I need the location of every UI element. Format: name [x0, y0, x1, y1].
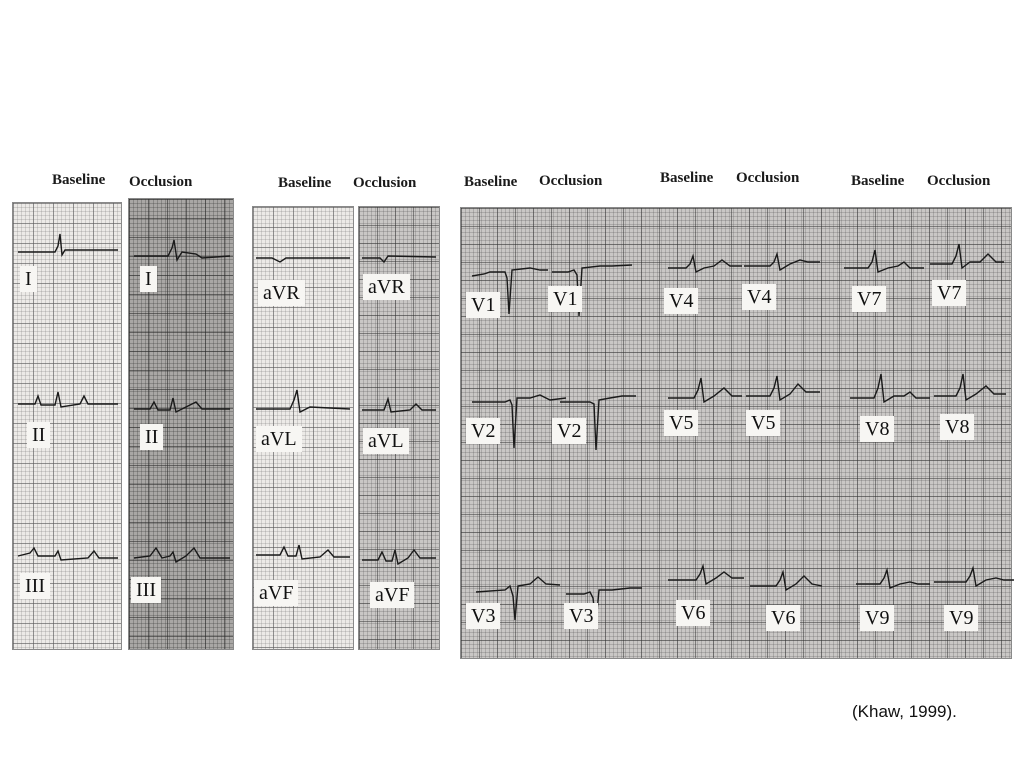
lead-label-v6-occlusion: V6: [766, 605, 800, 631]
lead-label-avl-occlusion: aVL: [363, 428, 409, 454]
header-baseline-augmented: Baseline: [278, 175, 332, 191]
lead-label-iii-baseline: III: [20, 573, 50, 599]
lead-label-i-occlusion: I: [140, 266, 157, 292]
lead-label-avl-baseline: aVL: [256, 426, 302, 452]
header-baseline-v7-v9: Baseline: [851, 173, 905, 189]
lead-label-v2-occlusion: V2: [552, 418, 586, 444]
lead-label-v9-occlusion: V9: [944, 605, 978, 631]
lead-label-v3-baseline: V3: [466, 603, 500, 629]
lead-label-v8-baseline: V8: [860, 416, 894, 442]
lead-label-v6-baseline: V6: [676, 600, 710, 626]
lead-label-ii-baseline: II: [27, 422, 50, 448]
lead-label-v8-occlusion: V8: [940, 414, 974, 440]
citation: (Khaw, 1999).: [852, 702, 957, 721]
header-occlusion-augmented: Occlusion: [353, 175, 417, 191]
header-baseline-v1-v3: Baseline: [464, 174, 518, 190]
header-occlusion-limb: Occlusion: [129, 174, 193, 190]
header-occlusion-v4-v6: Occlusion: [736, 170, 800, 186]
lead-label-v7-baseline: V7: [852, 286, 886, 312]
lead-label-v7-occlusion: V7: [932, 280, 966, 306]
header-baseline-v4-v6: Baseline: [660, 170, 714, 186]
ecg-strip-precordial: [460, 207, 1012, 659]
lead-label-avf-baseline: aVF: [254, 580, 298, 606]
lead-label-v3-occlusion: V3: [564, 603, 598, 629]
lead-label-v4-occlusion: V4: [742, 284, 776, 310]
lead-label-v9-baseline: V9: [860, 605, 894, 631]
lead-label-v1-baseline: V1: [466, 292, 500, 318]
lead-label-v5-occlusion: V5: [746, 410, 780, 436]
lead-label-avr-occlusion: aVR: [363, 274, 410, 300]
header-occlusion-v7-v9: Occlusion: [927, 173, 991, 189]
lead-label-v4-baseline: V4: [664, 288, 698, 314]
lead-label-v5-baseline: V5: [664, 410, 698, 436]
lead-label-avr-baseline: aVR: [258, 280, 305, 306]
lead-label-iii-occlusion: III: [131, 577, 161, 603]
lead-label-v1-occlusion: V1: [548, 286, 582, 312]
lead-label-ii-occlusion: II: [140, 424, 163, 450]
header-baseline-limb: Baseline: [52, 172, 106, 188]
lead-label-v2-baseline: V2: [466, 418, 500, 444]
lead-label-i-baseline: I: [20, 266, 37, 292]
lead-label-avf-occlusion: aVF: [370, 582, 414, 608]
header-occlusion-v1-v3: Occlusion: [539, 173, 603, 189]
